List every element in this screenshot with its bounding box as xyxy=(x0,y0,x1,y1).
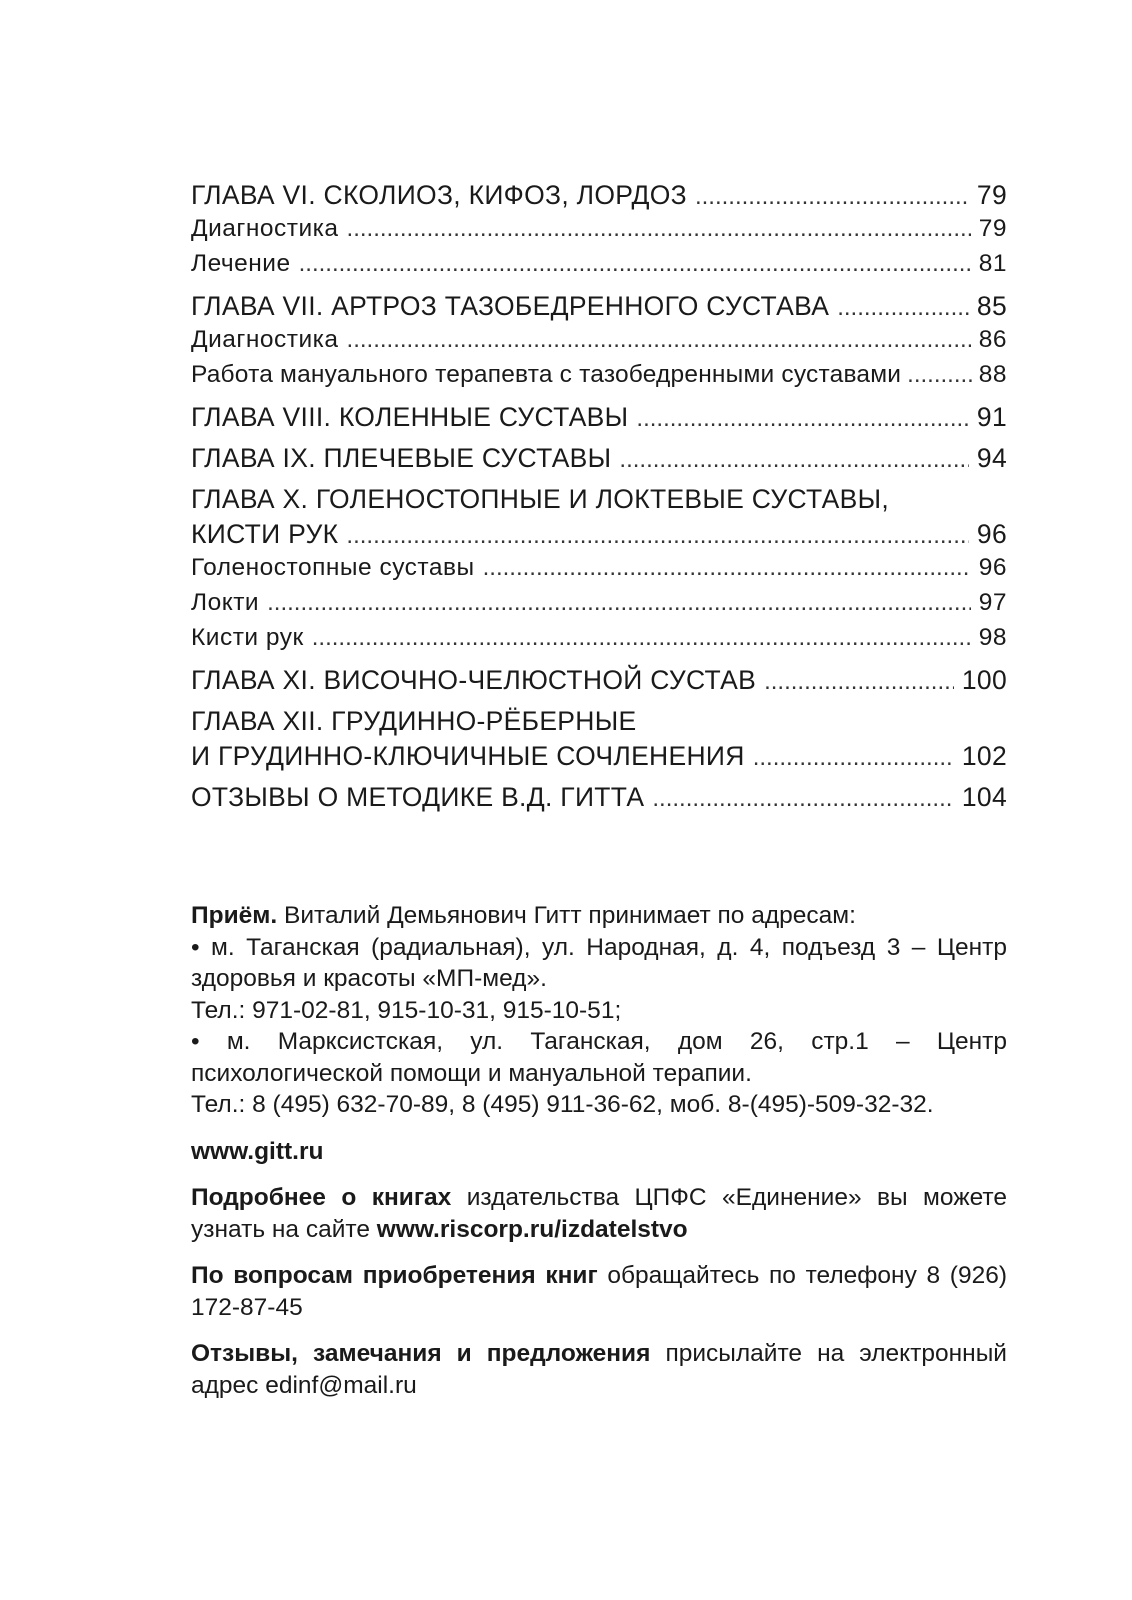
toc-entry xyxy=(191,361,1007,396)
address-1: • м. Таганская (радиальная), ул. Народная, д. 4, подъезд 3 – Центр здоровья и красоты «МП-мед». xyxy=(191,933,1007,992)
reception-text: Виталий Демьянович Гитт принимает по адресам: xyxy=(277,902,856,929)
phone-2: Тел.: 8 (495) 632-70-89, 8 (495) 911-36-62, моб. 8-(495)-509-32-32. xyxy=(191,1091,934,1118)
website-block xyxy=(191,1136,1007,1168)
toc-leader-dots xyxy=(636,402,969,433)
toc-entry xyxy=(191,250,1007,285)
toc-entry-page: 96 xyxy=(976,519,1007,549)
toc-leader-dots xyxy=(652,782,954,813)
toc-entry-title: Работа мануального терапевта с тазобедренными суставами xyxy=(191,361,902,388)
reception-block xyxy=(191,900,1007,1121)
toc-leader-dots xyxy=(312,624,971,652)
toc-entry xyxy=(191,402,1007,437)
purchase-block xyxy=(191,1260,1007,1323)
toc-entry-title: КИСТИ РУК xyxy=(191,519,339,549)
toc-entry-page: 96 xyxy=(978,554,1007,581)
toc-entry-page: 104 xyxy=(961,782,1007,812)
toc-entry-title: ГЛАВА IX. ПЛЕЧЕВЫЕ СУСТАВЫ xyxy=(191,443,612,473)
toc-entry-title: ГЛАВА XI. ВИСОЧНО-ЧЕЛЮСТНОЙ СУСТАВ xyxy=(191,665,757,695)
toc-entry-page: 98 xyxy=(978,624,1007,651)
toc-entry xyxy=(191,180,1007,215)
books-block xyxy=(191,1182,1007,1245)
purchase-text: обращайтесь по телефону 8 (926) 172-87-45 xyxy=(191,1262,1007,1321)
toc-entry-title: Лечение xyxy=(191,250,291,277)
toc-entry-title-line1: ГЛАВА XII. ГРУДИННО-РЁБЕРНЫЕ xyxy=(191,706,637,736)
toc-leader-dots xyxy=(619,443,969,474)
toc-entry-title: Диагностика xyxy=(191,215,339,242)
toc-entry-title: ГЛАВА VI. СКОЛИОЗ, КИФОЗ, ЛОРДОЗ xyxy=(191,180,687,210)
toc-leader-dots xyxy=(267,589,971,617)
toc-entry-title: Диагностика xyxy=(191,326,339,353)
toc-entry xyxy=(191,782,1007,817)
toc-entry-title: ГЛАВА VIII. КОЛЕННЫЕ СУСТАВЫ xyxy=(191,402,629,432)
toc-entry-page: 94 xyxy=(976,443,1007,473)
toc-entry xyxy=(191,741,1007,776)
toc-leader-dots xyxy=(837,291,969,322)
toc-leader-dots xyxy=(753,741,954,772)
toc-entry-title: Кисти рук xyxy=(191,624,304,651)
reception-line xyxy=(191,900,1007,932)
toc-entry-title: Голеностопные суставы xyxy=(191,554,475,581)
feedback-text: присылайте на электронный адрес edinf@mail.ru xyxy=(191,1340,1007,1399)
toc-entry-page: 88 xyxy=(978,361,1007,388)
toc-entry xyxy=(191,589,1007,624)
books-label: Подробнее о книгах xyxy=(191,1184,452,1211)
toc-entry xyxy=(191,326,1007,361)
toc-entry-page: 81 xyxy=(978,250,1007,277)
toc-entry xyxy=(191,215,1007,250)
toc-entry xyxy=(191,665,1007,700)
website-link[interactable]: www.gitt.ru xyxy=(191,1137,324,1165)
feedback-block xyxy=(191,1338,1007,1401)
table-of-contents xyxy=(191,180,1007,817)
phone-1: Тел.: 971-02-81, 915-10-31, 915-10-51; xyxy=(191,996,622,1024)
toc-entry xyxy=(191,624,1007,659)
toc-leader-dots xyxy=(764,665,954,696)
toc-entry-page: 102 xyxy=(961,741,1007,771)
toc-entry xyxy=(191,291,1007,326)
toc-entry-page: 86 xyxy=(978,326,1007,353)
toc-entry xyxy=(191,443,1007,478)
toc-leader-dots xyxy=(347,215,971,243)
toc-entry-page: 97 xyxy=(978,589,1007,616)
toc-entry-title: ГЛАВА VII. АРТРОЗ ТАЗОБЕДРЕННОГО СУСТАВА xyxy=(191,291,830,321)
reception-label: Приём. xyxy=(191,902,278,929)
toc-entry-title: И ГРУДИННО-КЛЮЧИЧНЫЕ СОЧЛЕНЕНИЯ xyxy=(191,741,745,771)
toc-entry-title-line1: ГЛАВА X. ГОЛЕНОСТОПНЫЕ И ЛОКТЕВЫЕ СУСТАВЫ, xyxy=(191,484,890,514)
toc-entry-title: Локти xyxy=(191,589,260,616)
toc-entry xyxy=(191,554,1007,589)
toc-entry-page: 100 xyxy=(961,665,1007,695)
toc-leader-dots xyxy=(483,554,971,582)
toc-leader-dots xyxy=(695,180,969,211)
toc-entry-page: 91 xyxy=(976,402,1007,432)
books-site-link[interactable]: www.riscorp.ru/izdatelstvo xyxy=(376,1215,688,1243)
books-text: издательства ЦПФС «Единение» вы можете узнать на сайте xyxy=(191,1184,1008,1243)
toc-leader-dots xyxy=(347,326,971,354)
feedback-label: Отзывы, замечания и предложения xyxy=(191,1340,651,1367)
purchase-label: По вопросам приобретения книг xyxy=(191,1262,598,1289)
toc-entry-page: 85 xyxy=(976,291,1007,321)
toc-leader-dots xyxy=(907,361,973,389)
toc-leader-dots xyxy=(346,519,969,550)
toc-entry-page: 79 xyxy=(976,180,1007,210)
toc-entry-page: 79 xyxy=(978,215,1007,242)
toc-entry xyxy=(191,519,1007,554)
toc-entry-title: ОТЗЫВЫ О МЕТОДИКЕ В.Д. ГИТТА xyxy=(191,782,645,812)
contact-info xyxy=(191,900,1007,1416)
address-2: • м. Марксистская, ул. Таганская, дом 26, стр.1 – Центр психологической помощи и мануальной терапии. xyxy=(191,1028,1007,1087)
toc-leader-dots xyxy=(299,250,971,278)
